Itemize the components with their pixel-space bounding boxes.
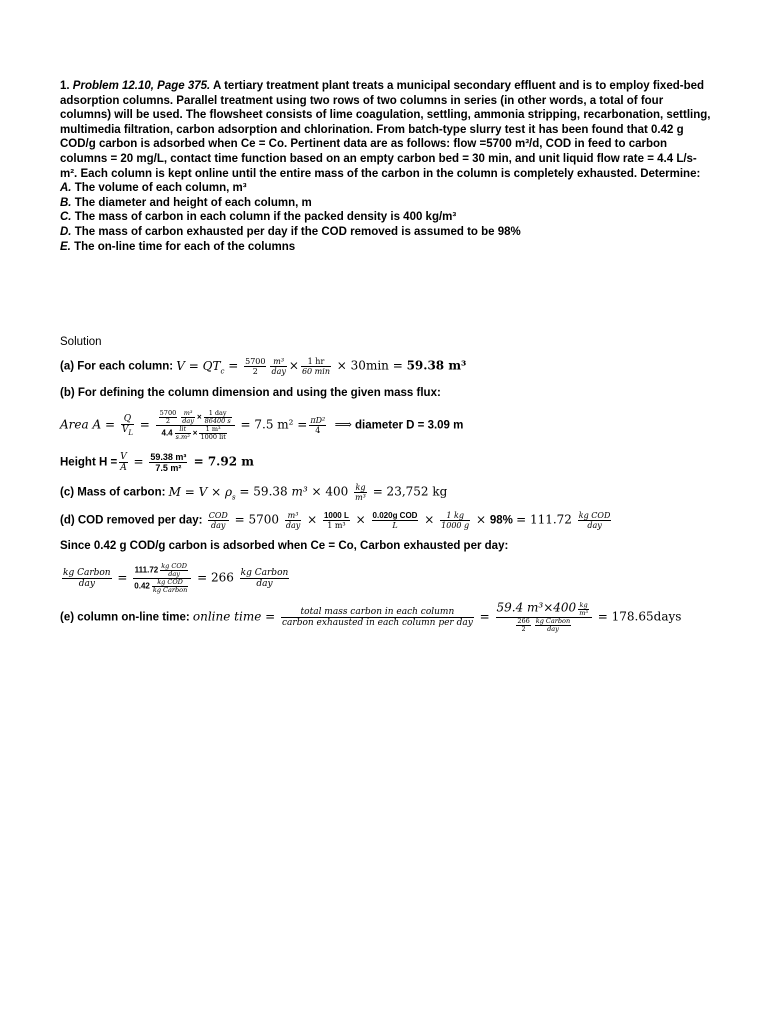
problem-number: 1. [60, 80, 73, 92]
fraction: $\frac{\text{59.38 m³}}{\text{7.5 m²}}$ [150, 452, 187, 473]
solution-part-d: (d) COD removed per day: $\frac{\text{COD}}{\text{day}}$ = 5700 $\frac{\text{m³}}{\text{day}}$ × $\frac{1000 L}{\text{1 m³}}$ × $\frac{\text{0.020g COD}}{L}$ × $\frac{1 kg}{1000 g}$ × 98% = 111.72 $\frac{\text{kg COD}}{\text{day}}$ [60, 511, 611, 530]
fraction: $\frac{\text{kg Carbon}}{\text{day}}$ [63, 568, 111, 589]
fraction: $\frac{\text{kg Carbon}}{\text{day}}$ [240, 568, 289, 589]
fraction: $\frac{\text{πD²}}{4}$ [310, 416, 326, 435]
fraction: $\frac{kg}{\text{m³}}$ [355, 483, 366, 502]
problem-statement [60, 79, 712, 254]
fraction: $\frac{\text{m³}}{\text{day}}$ [285, 511, 301, 530]
question-c [60, 210, 712, 225]
part-a-result: 59.38 m³ [406, 358, 467, 373]
question-text: The mass of carbon exhausted per day if the COD removed is assumed to be 98% [71, 225, 521, 238]
area-result: = 7.5 m² = [236, 417, 308, 432]
carbon-exhausted: $\frac{\text{kg Carbon}}{\text{day}}$ = 111.72 $\frac{\text{kg COD}}{\text{day}}$ 0.42 $\frac{\text{kg COD}}{\text{kg Carbon}}$ = 266 $\frac{\text{kg Carbon}}{\text{day}}$ [63, 562, 289, 594]
fraction: $\frac{5700}{2}$ [245, 357, 266, 376]
part-a-lhs: $V = QT_c$ [176, 358, 225, 375]
solution-part-b [60, 410, 463, 441]
question-d [60, 225, 712, 240]
fraction: $\frac{1000 L}{\text{1 m³}}$ [323, 511, 349, 530]
exhaust-result: = 266 [193, 570, 238, 585]
equals-sign: = [224, 358, 243, 373]
solution-height [60, 452, 254, 473]
fraction: $\frac{\text{total mass carbon in each column}}{\text{carbon exhausted in each column per day}}$ [282, 607, 473, 628]
online-time-lhs: online time [192, 609, 262, 624]
question-letter: C. [60, 211, 72, 224]
part-e-result: = 178.65days [593, 609, 682, 624]
part-a-rest: × 30min = [332, 358, 407, 373]
height-label: Height H = [60, 456, 118, 469]
question-text: The volume of each column, m³ [71, 182, 247, 195]
fraction: $\frac{\text{m³}}{\text{day}}$ [271, 357, 286, 376]
fraction: $\frac{1 kg}{1000 g}$ [441, 511, 470, 530]
part-c-label: (c) Mass of carbon: [60, 486, 169, 499]
compound-fraction: $\frac{5700}{2}$ $\frac{\text{m³}}{\text{day}}$ × $\frac{\text{1 day}}{86400 s}$ 4.4 $\frac{\text{lit}}{\text{s.m²}}$ × $\frac{\text{1 m³}}{\text{1000 lit}}$ [156, 410, 235, 441]
equals-sign: = [135, 417, 154, 432]
part-c-expr: $M = V \times \rho_s$ [168, 484, 236, 501]
equals-sign: = [129, 454, 148, 469]
compound-fraction: 59.4 m³×400 $\frac{kg}{\text{m³}}$ $\frac{266}{2}$ $\frac{\text{kg Carbon}}{\text{day}}$ [496, 602, 592, 633]
fraction: $\frac{\text{COD}}{\text{day}}$ [208, 511, 228, 530]
solution-heading: Solution [60, 336, 102, 348]
question-text: The diameter and height of each column, m [71, 196, 312, 209]
times-sign: × [288, 358, 299, 373]
question-letter: D. [60, 225, 72, 238]
question-b [60, 196, 712, 211]
diameter-result: diameter D = 3.09 m [351, 419, 464, 432]
question-letter: B. [60, 196, 72, 209]
implies-arrow: ⟹ [334, 417, 352, 432]
height-result: = 7.92 m [189, 454, 254, 469]
question-text: The on-line time for each of the columns [70, 240, 296, 253]
solution-part-b-heading: (b) For defining the column dimension and using the given mass flux: [60, 387, 441, 399]
part-e-label: (e) column on-line time: [60, 611, 193, 624]
question-letter: E. [60, 240, 71, 253]
fraction: $\frac{\text{0.020g COD}}{L}$ [372, 511, 418, 530]
question-a [60, 181, 712, 196]
part-c-result: = 23,752 kg [368, 484, 448, 499]
solution-part-c: (c) Mass of carbon: $M = V \times \rho_s = 59.38$ m³ × 400 $\frac{kg}{\text{m³}}$ = 23,752 kg [60, 483, 448, 502]
solution-part-a [60, 357, 466, 376]
fraction: $\frac{1 hr}{60 \min}$ [301, 357, 330, 376]
question-text: The mass of carbon in each column if the packed density is 400 kg/m³ [71, 211, 457, 224]
part-a-label: (a) For each column: [60, 360, 177, 373]
fraction: $\frac{\text{kg COD}}{\text{day}}$ [578, 511, 611, 530]
area-lhs: Area A = [60, 417, 119, 432]
problem-text: A tertiary treatment plant treats a municipal secondary effluent and is to employ fixed-bed adsorption columns. Parallel treatment using two rows of two columns in series (in other words, a total of four columns) will be used. The flowsheet consists of lime coagulation, settling, ammonia stripping, recarbonation, settling, multimedia filtration, carbon adsorption and chlorination. From batch-type slurry test it has been found that 0.42 g COD/g carbon is adsorbed when Ce = Co. Pertinent data are as follows: flow =5700 m³/d, COD in feed to carbon columns = 20 mg/L, contact time function based on an empty carbon bed = 30 min, and unit liquid flow rate = 4.4 L/s-m². Each column is kept online until the entire mass of the carbon in the column is completely exhausted. Determine: [60, 80, 711, 180]
compound-fraction: 111.72 $\frac{\text{kg COD}}{\text{day}}$ 0.42 $\frac{\text{kg COD}}{\text{kg Carbon}}$ [133, 563, 191, 594]
part-d-label: (d) COD removed per day: [60, 514, 206, 527]
solution-part-e: (e) column on-line time: online time = $\frac{\text{total mass carbon in each column}}{\text{carbon exhausted in each column per day}}$ = 59.4 m³×400 $\frac{kg}{\text{m³}}$ $\frac{266}{2}$ $\frac{\text{kg Carbon}}{\text{day}}$ = 178.65days [60, 600, 682, 633]
fraction: $\frac{V}{A}$ [120, 452, 127, 473]
since-statement: Since 0.42 g COD/g carbon is adsorbed when Ce = Co, Carbon exhausted per day: [60, 540, 509, 552]
question-letter: A. [60, 182, 72, 195]
fraction: $\frac{Q}{V_L}$ [121, 413, 133, 437]
problem-intro [60, 79, 712, 181]
problem-title: Problem 12.10, Page 375. [72, 80, 211, 92]
question-e [60, 240, 712, 255]
